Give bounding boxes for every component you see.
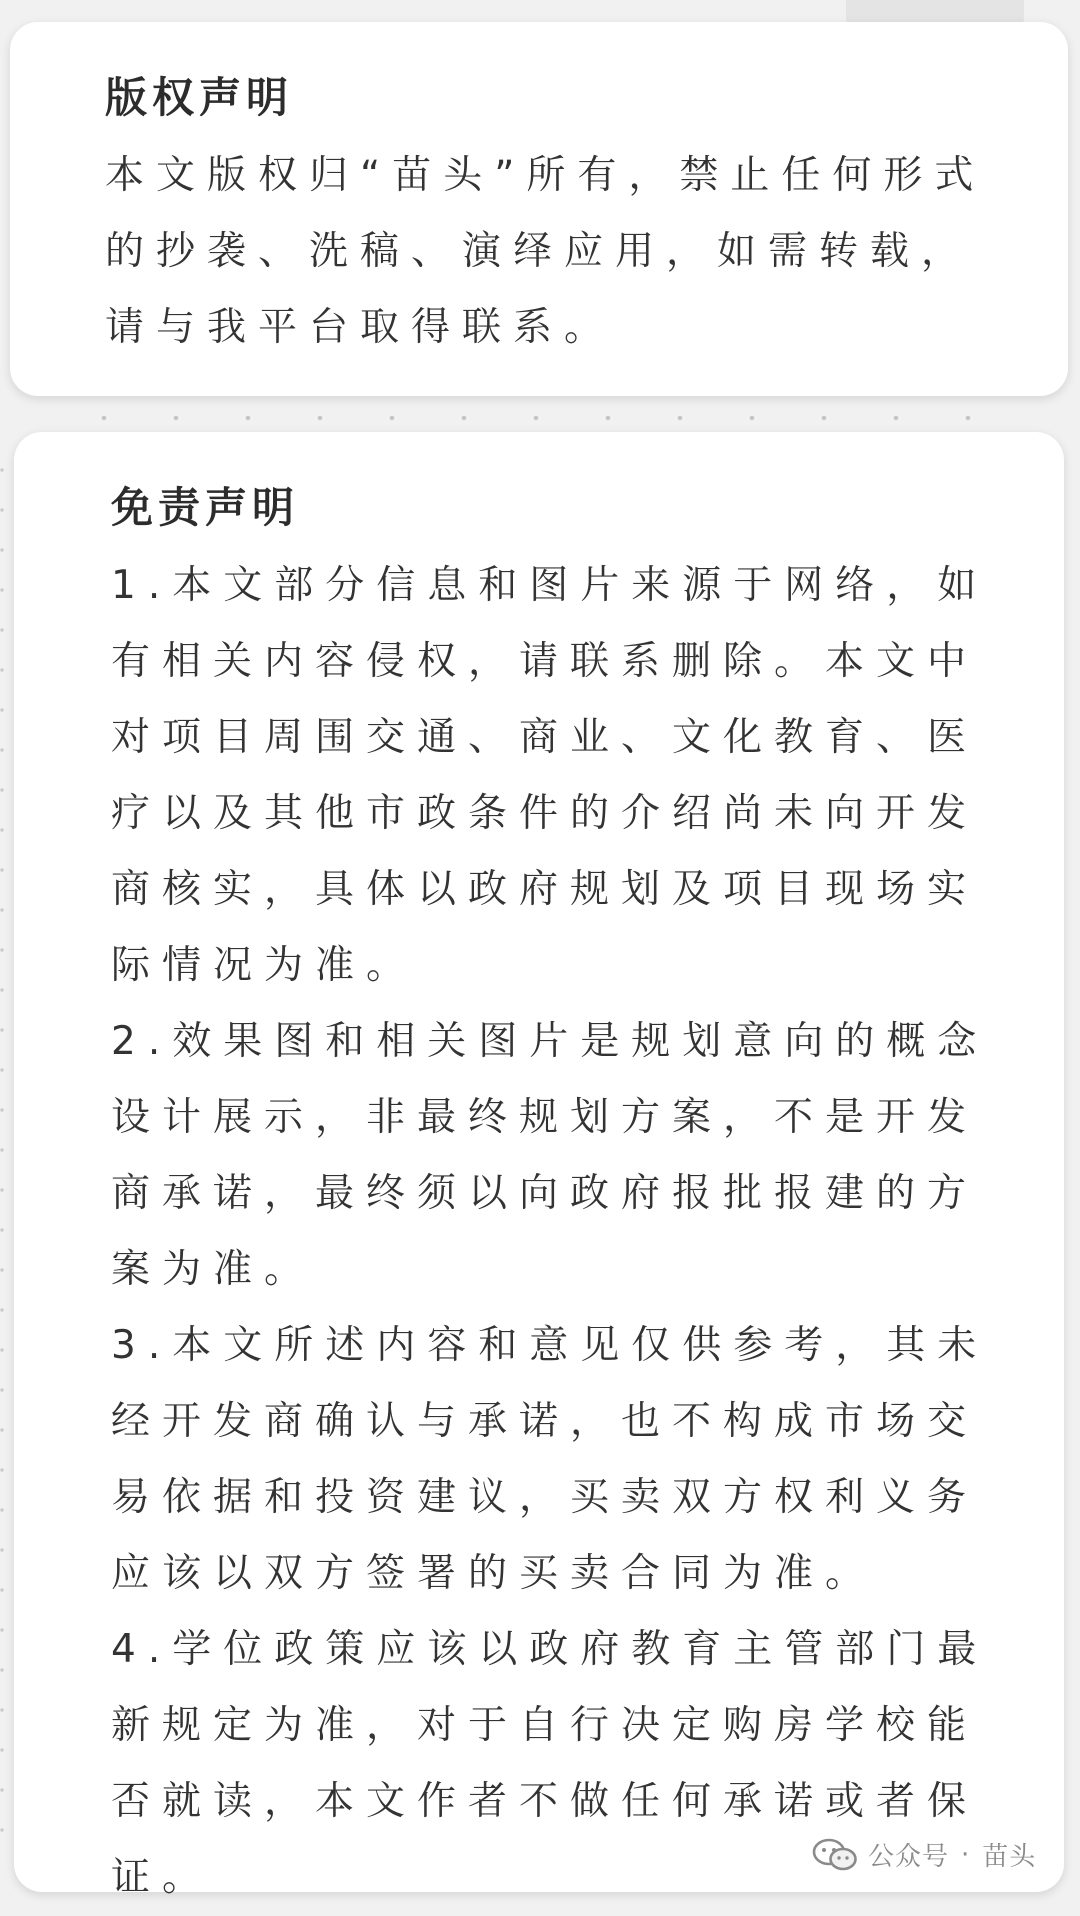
disclaimer-line: 3.本文所述内容和意见仅供参考，其未: [111, 1323, 989, 1368]
disclaimer-line: 经开发商确认与承诺，也不构成市场交: [111, 1399, 979, 1444]
copyright-line: 的抄袭、洗稿、演绎应用，如需转载，: [105, 229, 973, 274]
watermark-label: 公众号: [868, 1842, 950, 1872]
disclaimer-line: 1.本文部分信息和图片来源于网络，如: [111, 563, 989, 608]
disclaimer-line: 有相关内容侵权，请联系删除。本文中: [111, 639, 979, 684]
disclaimer-line: 对项目周围交通、商业、文化教育、医: [111, 715, 979, 760]
disclaimer-line: 易依据和投资建议，买卖双方权利义务: [111, 1475, 979, 1520]
copyright-title: 版权声明: [105, 73, 294, 122]
watermark-separator: ·: [961, 1839, 971, 1870]
copyright-card: [10, 22, 1068, 396]
disclaimer-line: 否就读，本文作者不做任何承诺或者保: [111, 1779, 979, 1824]
wechat-icon: [812, 1838, 858, 1872]
side-dotted-border: [0, 450, 4, 1850]
dotted-separator: [68, 416, 1018, 420]
disclaimer-title: 免责声明: [111, 483, 300, 532]
disclaimer-card: [14, 432, 1064, 1900]
disclaimer-line: 际情况为准。: [111, 943, 418, 988]
watermark: [812, 1836, 1036, 1873]
disclaimer-line: 新规定为准，对于自行决定购房学校能: [111, 1703, 979, 1748]
disclaimer-line: 案为准。: [111, 1247, 316, 1292]
disclaimer-line: 证。: [111, 1855, 214, 1900]
disclaimer-line: 设计展示，非最终规划方案，不是开发: [111, 1095, 979, 1140]
disclaimer-line: 2.效果图和相关图片是规划意向的概念: [111, 1019, 989, 1064]
disclaimer-line: 商承诺，最终须以向政府报批报建的方: [111, 1171, 979, 1216]
copyright-line: 本文版权归“苗头”所有，禁止任何形式: [105, 153, 986, 198]
disclaimer-line: 4.学位政策应该以政府教育主管部门最: [111, 1627, 989, 1672]
watermark-account-name: 苗头: [982, 1842, 1037, 1872]
disclaimer-line: 应该以双方签署的买卖合同为准。: [111, 1551, 877, 1596]
copyright-line: 请与我平台取得联系。: [105, 305, 616, 350]
disclaimer-line: 商核实，具体以政府规划及项目现场实: [111, 867, 979, 912]
disclaimer-line: 疗以及其他市政条件的介绍尚未向开发: [111, 791, 979, 836]
